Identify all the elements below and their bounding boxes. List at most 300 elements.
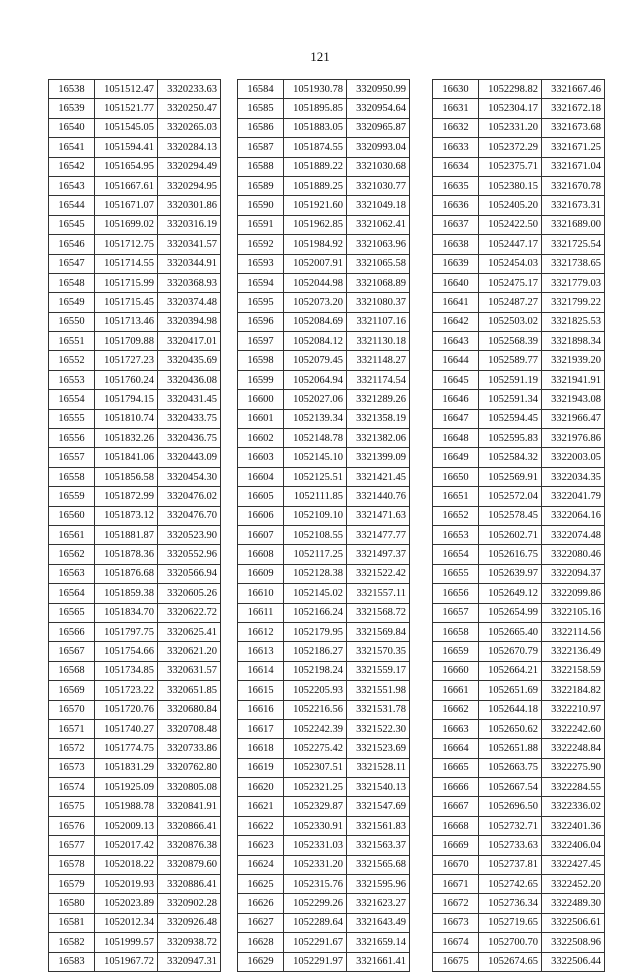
x-coordinate-cell: 1052475.17 xyxy=(479,273,542,292)
x-coordinate-cell: 1052696.50 xyxy=(479,797,542,816)
y-coordinate-cell: 3321673.68 xyxy=(542,118,605,137)
y-coordinate-cell: 3321623.27 xyxy=(347,894,410,913)
x-coordinate-cell: 1052503.02 xyxy=(479,312,542,331)
y-coordinate-cell: 3321689.00 xyxy=(542,215,605,234)
x-coordinate-cell: 1051925.09 xyxy=(95,778,158,797)
x-coordinate-cell: 1052719.65 xyxy=(479,913,542,932)
point-id-cell: 16673 xyxy=(433,913,479,932)
x-coordinate-cell: 1051794.15 xyxy=(95,390,158,409)
y-coordinate-cell: 3320622.72 xyxy=(158,603,221,622)
x-coordinate-cell: 1051715.45 xyxy=(95,293,158,312)
point-id-cell: 16664 xyxy=(433,739,479,758)
table-row xyxy=(49,642,221,661)
y-coordinate-cell: 3321557.11 xyxy=(347,584,410,603)
x-coordinate-cell: 1052064.94 xyxy=(284,370,347,389)
y-coordinate-cell: 3322114.56 xyxy=(542,622,605,641)
y-coordinate-cell: 3320374.48 xyxy=(158,293,221,312)
point-id-cell: 16637 xyxy=(433,215,479,234)
table-row xyxy=(433,157,605,176)
table-row xyxy=(433,622,605,641)
point-id-cell: 16604 xyxy=(238,467,284,486)
point-id-cell: 16614 xyxy=(238,661,284,680)
point-id-cell: 16613 xyxy=(238,642,284,661)
point-id-cell: 16600 xyxy=(238,390,284,409)
point-id-cell: 16598 xyxy=(238,351,284,370)
y-coordinate-cell: 3322406.04 xyxy=(542,836,605,855)
table-row xyxy=(238,719,410,738)
table-row xyxy=(433,118,605,137)
x-coordinate-cell: 1052405.20 xyxy=(479,196,542,215)
table-row xyxy=(238,176,410,195)
table-row xyxy=(238,99,410,118)
x-coordinate-cell: 1052084.12 xyxy=(284,332,347,351)
coordinate-table-3 xyxy=(432,79,605,972)
point-id-cell: 16675 xyxy=(433,952,479,971)
y-coordinate-cell: 3320876.38 xyxy=(158,836,221,855)
x-coordinate-cell: 1052331.20 xyxy=(284,855,347,874)
x-coordinate-cell: 1051712.75 xyxy=(95,235,158,254)
x-coordinate-cell: 1052591.34 xyxy=(479,390,542,409)
point-id-cell: 16669 xyxy=(433,836,479,855)
table-row xyxy=(238,913,410,932)
x-coordinate-cell: 1051921.60 xyxy=(284,196,347,215)
x-coordinate-cell: 1051831.29 xyxy=(95,758,158,777)
point-id-cell: 16609 xyxy=(238,564,284,583)
y-coordinate-cell: 3322508.96 xyxy=(542,933,605,952)
point-id-cell: 16556 xyxy=(49,429,95,448)
point-id-cell: 16630 xyxy=(433,80,479,99)
table-row xyxy=(238,332,410,351)
y-coordinate-cell: 3320523.90 xyxy=(158,525,221,544)
table-row xyxy=(433,836,605,855)
table-row xyxy=(433,642,605,661)
point-id-cell: 16607 xyxy=(238,525,284,544)
table-row xyxy=(433,235,605,254)
table-row xyxy=(238,390,410,409)
table-row xyxy=(433,273,605,292)
y-coordinate-cell: 3320436.75 xyxy=(158,429,221,448)
table-row xyxy=(238,642,410,661)
y-coordinate-cell: 3321779.03 xyxy=(542,273,605,292)
point-id-cell: 16555 xyxy=(49,409,95,428)
y-coordinate-cell: 3321569.84 xyxy=(347,622,410,641)
x-coordinate-cell: 1052073.20 xyxy=(284,293,347,312)
y-coordinate-cell: 3322158.59 xyxy=(542,661,605,680)
y-coordinate-cell: 3320394.98 xyxy=(158,312,221,331)
table-row xyxy=(238,254,410,273)
table-row xyxy=(238,778,410,797)
x-coordinate-cell: 1051889.25 xyxy=(284,176,347,195)
table-row xyxy=(49,312,221,331)
coordinate-table-1 xyxy=(48,79,221,972)
point-id-cell: 16582 xyxy=(49,933,95,952)
table-row xyxy=(238,545,410,564)
y-coordinate-cell: 3321471.63 xyxy=(347,506,410,525)
x-coordinate-cell: 1052179.95 xyxy=(284,622,347,641)
point-id-cell: 16656 xyxy=(433,584,479,603)
x-coordinate-cell: 1051723.22 xyxy=(95,681,158,700)
y-coordinate-cell: 3322136.49 xyxy=(542,642,605,661)
table-row xyxy=(49,390,221,409)
table-row xyxy=(433,448,605,467)
y-coordinate-cell: 3320866.41 xyxy=(158,816,221,835)
y-coordinate-cell: 3321568.72 xyxy=(347,603,410,622)
x-coordinate-cell: 1052644.18 xyxy=(479,700,542,719)
x-coordinate-cell: 1051834.70 xyxy=(95,603,158,622)
point-id-cell: 16569 xyxy=(49,681,95,700)
x-coordinate-cell: 1052216.56 xyxy=(284,700,347,719)
y-coordinate-cell: 3321030.77 xyxy=(347,176,410,195)
table-row xyxy=(238,196,410,215)
x-coordinate-cell: 1052186.27 xyxy=(284,642,347,661)
point-id-cell: 16672 xyxy=(433,894,479,913)
table-row xyxy=(49,584,221,603)
point-id-cell: 16654 xyxy=(433,545,479,564)
table-row xyxy=(49,836,221,855)
x-coordinate-cell: 1052139.34 xyxy=(284,409,347,428)
table-row xyxy=(433,80,605,99)
point-id-cell: 16618 xyxy=(238,739,284,758)
x-coordinate-cell: 1052487.27 xyxy=(479,293,542,312)
y-coordinate-cell: 3320947.31 xyxy=(158,952,221,971)
point-id-cell: 16626 xyxy=(238,894,284,913)
table-row xyxy=(238,370,410,389)
y-coordinate-cell: 3322284.55 xyxy=(542,778,605,797)
y-coordinate-cell: 3321540.13 xyxy=(347,778,410,797)
table-row xyxy=(49,719,221,738)
y-coordinate-cell: 3322401.36 xyxy=(542,816,605,835)
x-coordinate-cell: 1052651.69 xyxy=(479,681,542,700)
table-row xyxy=(433,661,605,680)
x-coordinate-cell: 1052117.25 xyxy=(284,545,347,564)
point-id-cell: 16539 xyxy=(49,99,95,118)
y-coordinate-cell: 3321107.16 xyxy=(347,312,410,331)
point-id-cell: 16648 xyxy=(433,429,479,448)
point-id-cell: 16663 xyxy=(433,719,479,738)
y-coordinate-cell: 3320841.91 xyxy=(158,797,221,816)
x-coordinate-cell: 1051873.12 xyxy=(95,506,158,525)
y-coordinate-cell: 3321976.86 xyxy=(542,429,605,448)
point-id-cell: 16585 xyxy=(238,99,284,118)
table-row xyxy=(49,196,221,215)
table-row xyxy=(49,467,221,486)
x-coordinate-cell: 1051740.27 xyxy=(95,719,158,738)
table-row xyxy=(49,681,221,700)
table-row xyxy=(49,118,221,137)
point-id-cell: 16674 xyxy=(433,933,479,952)
point-id-cell: 16542 xyxy=(49,157,95,176)
table-row xyxy=(238,273,410,292)
table-row xyxy=(49,487,221,506)
x-coordinate-cell: 1052736.34 xyxy=(479,894,542,913)
x-coordinate-cell: 1051874.55 xyxy=(284,138,347,157)
table-row xyxy=(49,778,221,797)
x-coordinate-cell: 1051545.05 xyxy=(95,118,158,137)
x-coordinate-cell: 1052304.17 xyxy=(479,99,542,118)
table-row xyxy=(433,933,605,952)
point-id-cell: 16627 xyxy=(238,913,284,932)
table-row xyxy=(49,80,221,99)
y-coordinate-cell: 3321570.35 xyxy=(347,642,410,661)
point-id-cell: 16568 xyxy=(49,661,95,680)
x-coordinate-cell: 1052330.91 xyxy=(284,816,347,835)
x-coordinate-cell: 1052299.26 xyxy=(284,894,347,913)
point-id-cell: 16559 xyxy=(49,487,95,506)
table-row xyxy=(433,758,605,777)
y-coordinate-cell: 3320294.95 xyxy=(158,176,221,195)
table-row xyxy=(433,603,605,622)
point-id-cell: 16591 xyxy=(238,215,284,234)
table-row xyxy=(238,797,410,816)
point-id-cell: 16671 xyxy=(433,875,479,894)
y-coordinate-cell: 3321049.18 xyxy=(347,196,410,215)
table-row xyxy=(433,312,605,331)
point-id-cell: 16640 xyxy=(433,273,479,292)
x-coordinate-cell: 1052591.19 xyxy=(479,370,542,389)
x-coordinate-cell: 1051889.22 xyxy=(284,157,347,176)
x-coordinate-cell: 1051774.75 xyxy=(95,739,158,758)
table-row xyxy=(433,681,605,700)
x-coordinate-cell: 1051984.92 xyxy=(284,235,347,254)
y-coordinate-cell: 3321799.22 xyxy=(542,293,605,312)
table-row xyxy=(238,312,410,331)
x-coordinate-cell: 1051988.78 xyxy=(95,797,158,816)
point-id-cell: 16610 xyxy=(238,584,284,603)
y-coordinate-cell: 3322105.16 xyxy=(542,603,605,622)
y-coordinate-cell: 3322452.20 xyxy=(542,875,605,894)
y-coordinate-cell: 3321725.54 xyxy=(542,235,605,254)
table-row xyxy=(433,894,605,913)
point-id-cell: 16628 xyxy=(238,933,284,952)
y-coordinate-cell: 3320417.01 xyxy=(158,332,221,351)
x-coordinate-cell: 1052166.24 xyxy=(284,603,347,622)
table-row xyxy=(238,894,410,913)
point-id-cell: 16667 xyxy=(433,797,479,816)
table-row xyxy=(49,525,221,544)
y-coordinate-cell: 3320950.99 xyxy=(347,80,410,99)
y-coordinate-cell: 3321943.08 xyxy=(542,390,605,409)
y-coordinate-cell: 3320605.26 xyxy=(158,584,221,603)
point-id-cell: 16538 xyxy=(49,80,95,99)
y-coordinate-cell: 3320938.72 xyxy=(158,933,221,952)
y-coordinate-cell: 3321063.96 xyxy=(347,235,410,254)
x-coordinate-cell: 1051999.57 xyxy=(95,933,158,952)
table-row xyxy=(433,487,605,506)
table-row xyxy=(49,332,221,351)
y-coordinate-cell: 3320301.86 xyxy=(158,196,221,215)
y-coordinate-cell: 3320476.70 xyxy=(158,506,221,525)
x-coordinate-cell: 1052650.62 xyxy=(479,719,542,738)
x-coordinate-cell: 1052742.65 xyxy=(479,875,542,894)
y-coordinate-cell: 3320902.28 xyxy=(158,894,221,913)
x-coordinate-cell: 1051709.88 xyxy=(95,332,158,351)
y-coordinate-cell: 3320680.84 xyxy=(158,700,221,719)
x-coordinate-cell: 1051727.23 xyxy=(95,351,158,370)
page-number: 121 xyxy=(310,49,330,64)
table-row xyxy=(238,681,410,700)
x-coordinate-cell: 1051512.47 xyxy=(95,80,158,99)
table-row xyxy=(433,855,605,874)
y-coordinate-cell: 3321661.41 xyxy=(347,952,410,971)
x-coordinate-cell: 1052084.69 xyxy=(284,312,347,331)
x-coordinate-cell: 1052023.89 xyxy=(95,894,158,913)
x-coordinate-cell: 1052019.93 xyxy=(95,875,158,894)
table-row xyxy=(49,351,221,370)
y-coordinate-cell: 3320431.45 xyxy=(158,390,221,409)
table-row xyxy=(49,875,221,894)
y-coordinate-cell: 3320436.08 xyxy=(158,370,221,389)
point-id-cell: 16549 xyxy=(49,293,95,312)
table-row xyxy=(49,254,221,273)
x-coordinate-cell: 1052007.91 xyxy=(284,254,347,273)
table-row xyxy=(49,603,221,622)
y-coordinate-cell: 3321421.45 xyxy=(347,467,410,486)
point-id-cell: 16584 xyxy=(238,80,284,99)
y-coordinate-cell: 3320762.80 xyxy=(158,758,221,777)
y-coordinate-cell: 3320368.93 xyxy=(158,273,221,292)
point-id-cell: 16649 xyxy=(433,448,479,467)
point-id-cell: 16666 xyxy=(433,778,479,797)
y-coordinate-cell: 3321531.78 xyxy=(347,700,410,719)
x-coordinate-cell: 1052079.45 xyxy=(284,351,347,370)
point-id-cell: 16547 xyxy=(49,254,95,273)
x-coordinate-cell: 1052447.17 xyxy=(479,235,542,254)
point-id-cell: 16581 xyxy=(49,913,95,932)
x-coordinate-cell: 1052198.24 xyxy=(284,661,347,680)
point-id-cell: 16642 xyxy=(433,312,479,331)
y-coordinate-cell: 3321547.69 xyxy=(347,797,410,816)
x-coordinate-cell: 1051797.75 xyxy=(95,622,158,641)
point-id-cell: 16551 xyxy=(49,332,95,351)
y-coordinate-cell: 3321966.47 xyxy=(542,409,605,428)
x-coordinate-cell: 1052012.34 xyxy=(95,913,158,932)
y-coordinate-cell: 3321671.25 xyxy=(542,138,605,157)
x-coordinate-cell: 1052128.38 xyxy=(284,564,347,583)
y-coordinate-cell: 3320265.03 xyxy=(158,118,221,137)
y-coordinate-cell: 3320954.64 xyxy=(347,99,410,118)
x-coordinate-cell: 1052148.78 xyxy=(284,429,347,448)
table-row xyxy=(49,370,221,389)
point-id-cell: 16665 xyxy=(433,758,479,777)
table-row xyxy=(238,80,410,99)
x-coordinate-cell: 1052572.04 xyxy=(479,487,542,506)
y-coordinate-cell: 3321673.31 xyxy=(542,196,605,215)
point-id-cell: 16574 xyxy=(49,778,95,797)
x-coordinate-cell: 1051859.38 xyxy=(95,584,158,603)
y-coordinate-cell: 3321399.09 xyxy=(347,448,410,467)
x-coordinate-cell: 1051714.55 xyxy=(95,254,158,273)
point-id-cell: 16632 xyxy=(433,118,479,137)
x-coordinate-cell: 1052275.42 xyxy=(284,739,347,758)
x-coordinate-cell: 1052589.77 xyxy=(479,351,542,370)
y-coordinate-cell: 3321477.77 xyxy=(347,525,410,544)
x-coordinate-cell: 1052291.97 xyxy=(284,952,347,971)
x-coordinate-cell: 1052205.93 xyxy=(284,681,347,700)
x-coordinate-cell: 1052375.71 xyxy=(479,157,542,176)
y-coordinate-cell: 3320965.87 xyxy=(347,118,410,137)
point-id-cell: 16645 xyxy=(433,370,479,389)
x-coordinate-cell: 1052595.83 xyxy=(479,429,542,448)
point-id-cell: 16662 xyxy=(433,700,479,719)
y-coordinate-cell: 3322080.46 xyxy=(542,545,605,564)
point-id-cell: 16540 xyxy=(49,118,95,137)
point-id-cell: 16583 xyxy=(49,952,95,971)
table-row xyxy=(238,622,410,641)
y-coordinate-cell: 3321672.18 xyxy=(542,99,605,118)
y-coordinate-cell: 3321898.34 xyxy=(542,332,605,351)
y-coordinate-cell: 3321659.14 xyxy=(347,933,410,952)
point-id-cell: 16543 xyxy=(49,176,95,195)
y-coordinate-cell: 3320651.85 xyxy=(158,681,221,700)
point-id-cell: 16658 xyxy=(433,622,479,641)
point-id-cell: 16634 xyxy=(433,157,479,176)
x-coordinate-cell: 1051521.77 xyxy=(95,99,158,118)
point-id-cell: 16590 xyxy=(238,196,284,215)
table-row xyxy=(49,797,221,816)
y-coordinate-cell: 3321565.68 xyxy=(347,855,410,874)
point-id-cell: 16616 xyxy=(238,700,284,719)
y-coordinate-cell: 3320344.91 xyxy=(158,254,221,273)
table-row xyxy=(238,836,410,855)
coordinate-table-2 xyxy=(237,79,410,972)
x-coordinate-cell: 1052307.51 xyxy=(284,758,347,777)
y-coordinate-cell: 3320433.75 xyxy=(158,409,221,428)
table-row xyxy=(49,661,221,680)
y-coordinate-cell: 3322064.16 xyxy=(542,506,605,525)
table-row xyxy=(238,700,410,719)
point-id-cell: 16624 xyxy=(238,855,284,874)
y-coordinate-cell: 3321065.58 xyxy=(347,254,410,273)
table-row xyxy=(238,506,410,525)
table-row xyxy=(433,429,605,448)
y-coordinate-cell: 3322248.84 xyxy=(542,739,605,758)
table-row xyxy=(433,409,605,428)
point-id-cell: 16601 xyxy=(238,409,284,428)
point-id-cell: 16636 xyxy=(433,196,479,215)
table-row xyxy=(433,138,605,157)
table-row xyxy=(238,215,410,234)
point-id-cell: 16620 xyxy=(238,778,284,797)
table-row xyxy=(433,506,605,525)
y-coordinate-cell: 3322074.48 xyxy=(542,525,605,544)
point-id-cell: 16578 xyxy=(49,855,95,874)
table-row xyxy=(238,525,410,544)
point-id-cell: 16580 xyxy=(49,894,95,913)
point-id-cell: 16577 xyxy=(49,836,95,855)
point-id-cell: 16659 xyxy=(433,642,479,661)
point-id-cell: 16588 xyxy=(238,157,284,176)
table-row xyxy=(433,739,605,758)
y-coordinate-cell: 3320708.48 xyxy=(158,719,221,738)
y-coordinate-cell: 3321563.37 xyxy=(347,836,410,855)
table-row xyxy=(433,564,605,583)
x-coordinate-cell: 1051930.78 xyxy=(284,80,347,99)
y-coordinate-cell: 3320552.96 xyxy=(158,545,221,564)
point-id-cell: 16561 xyxy=(49,525,95,544)
x-coordinate-cell: 1052380.15 xyxy=(479,176,542,195)
x-coordinate-cell: 1052044.98 xyxy=(284,273,347,292)
point-id-cell: 16592 xyxy=(238,235,284,254)
x-coordinate-cell: 1051720.76 xyxy=(95,700,158,719)
y-coordinate-cell: 3320733.86 xyxy=(158,739,221,758)
y-coordinate-cell: 3321080.37 xyxy=(347,293,410,312)
point-id-cell: 16597 xyxy=(238,332,284,351)
y-coordinate-cell: 3320294.49 xyxy=(158,157,221,176)
point-id-cell: 16567 xyxy=(49,642,95,661)
x-coordinate-cell: 1052315.76 xyxy=(284,875,347,894)
y-coordinate-cell: 3321062.41 xyxy=(347,215,410,234)
x-coordinate-cell: 1052670.79 xyxy=(479,642,542,661)
